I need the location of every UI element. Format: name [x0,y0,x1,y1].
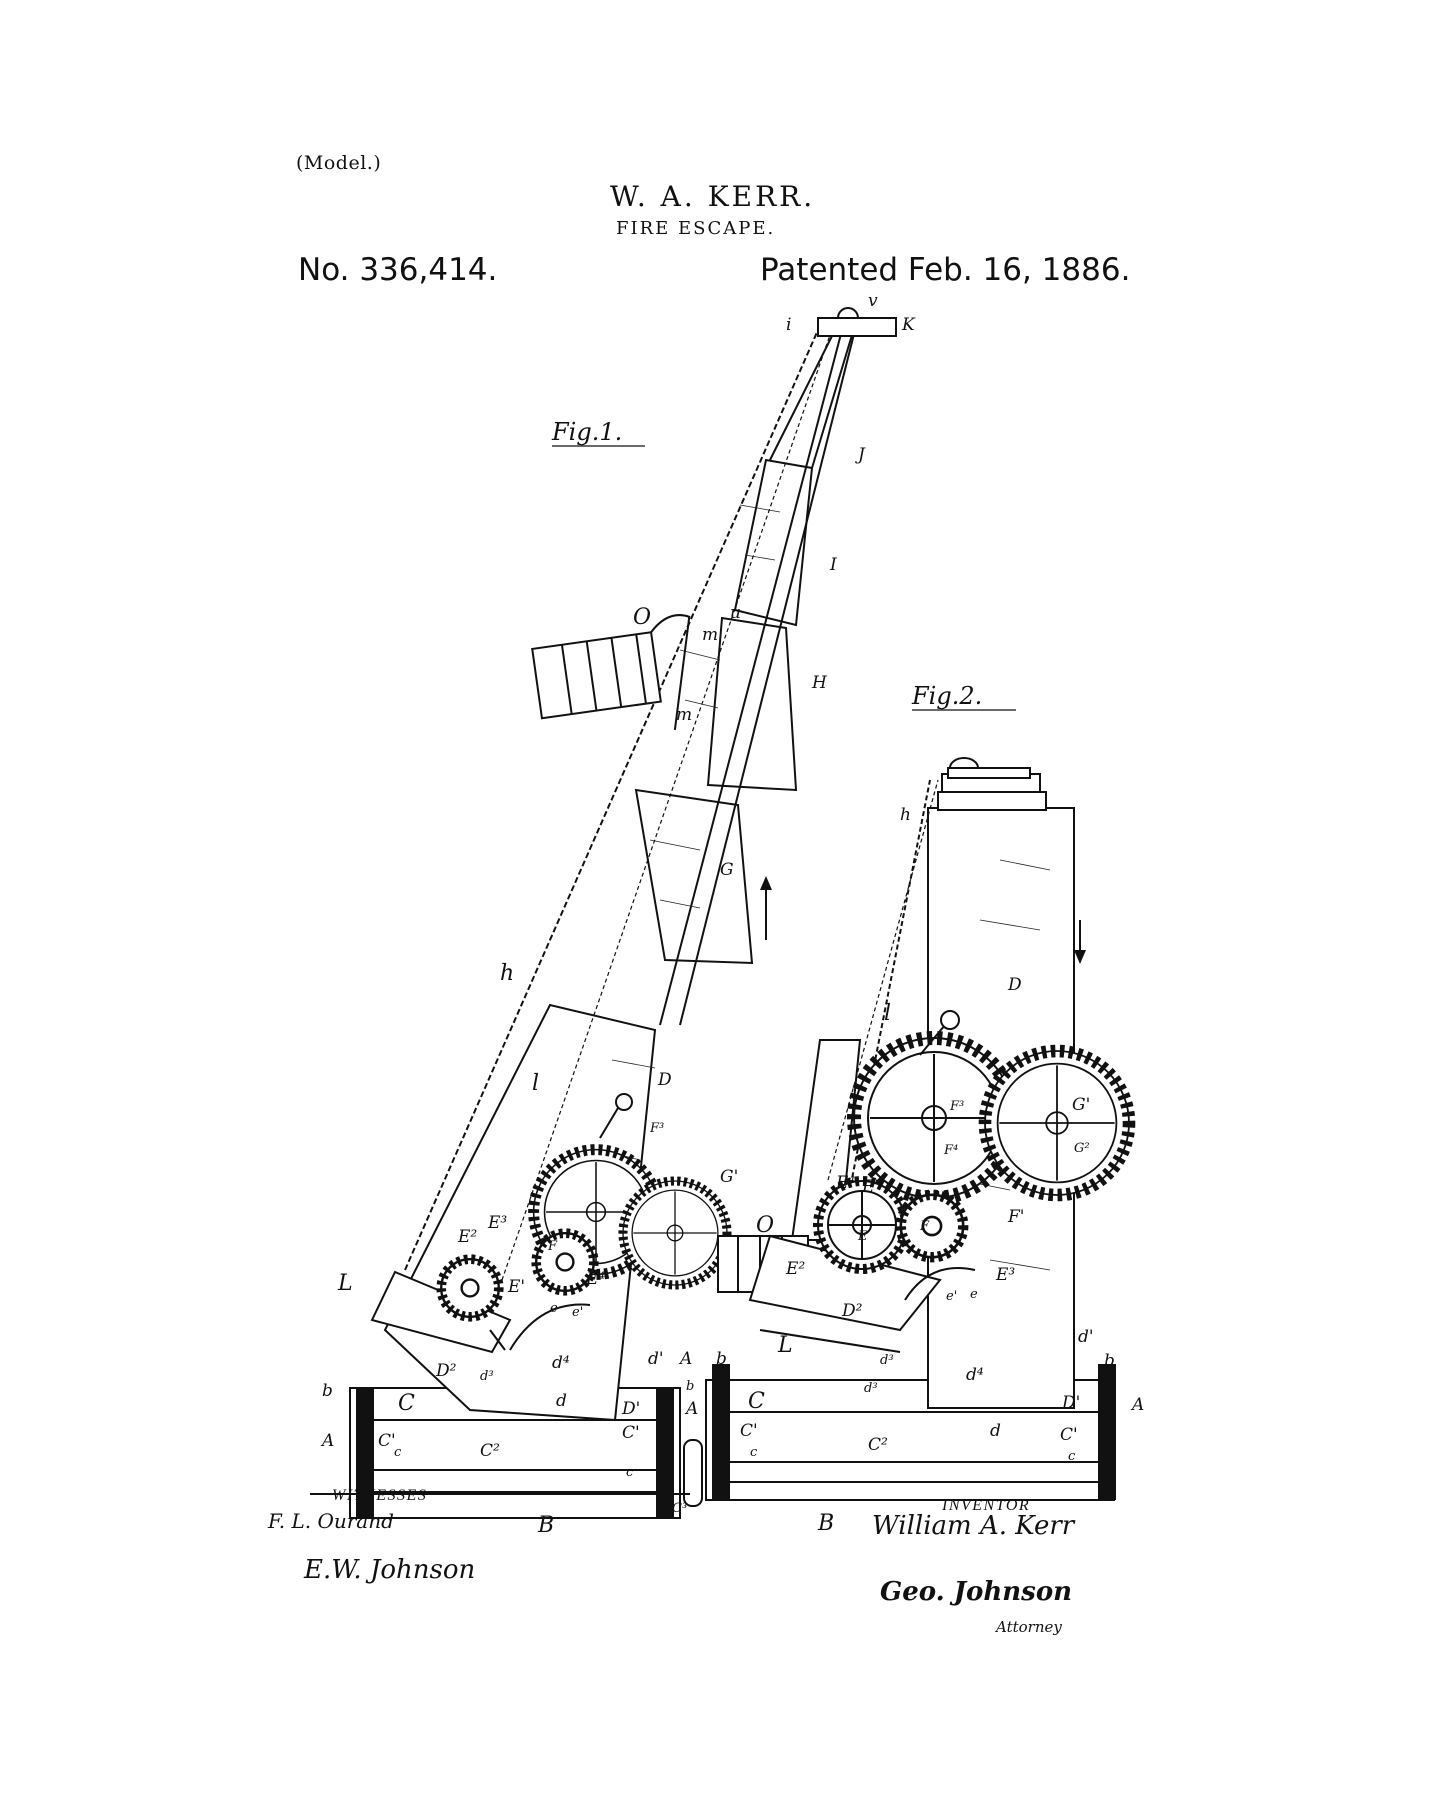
f2-label-e1: e' [946,1289,958,1304]
f2-label-E3: E³ [996,1265,1016,1285]
f2-label-C1a: C' [740,1421,758,1441]
label-G: G [720,860,734,880]
label-F: F [548,1239,558,1254]
f2-label-F: F [920,1219,930,1234]
inventor-signature: William A. Kerr [872,1511,1075,1541]
label-C: C [398,1391,415,1416]
label-e1: e' [572,1305,584,1320]
witness-block [267,1487,475,1585]
f2-label-F3: F³ [950,1099,965,1114]
f2-label-b2: b [1104,1351,1115,1371]
label-i: i [786,315,792,335]
f2-label-b1: b [716,1349,727,1369]
label-l: l [532,1071,540,1096]
inventor-block [872,1497,1076,1636]
f2-label-e: e [970,1287,978,1302]
f2-label-d: d [990,1421,1001,1441]
f2-label-E4: E⁴ [836,1173,856,1193]
fig1-label: Fig.1. [552,418,623,446]
f2-label-d4: d⁴ [966,1365,984,1385]
label-D: D [658,1070,672,1090]
label-d4: d⁴ [552,1353,570,1373]
label-C3: C³ [672,1501,688,1516]
label-E2: E² [458,1227,478,1247]
label-D2: D² [436,1361,457,1381]
label-c2: c [626,1465,634,1480]
model-note: (Model.) [296,152,382,174]
f2-label-D: D [1008,975,1022,995]
f2-label-F1: F' [1008,1207,1025,1227]
figure-1 [310,291,916,1538]
label-C1: C' [378,1431,396,1451]
label-H: H [812,673,827,693]
label-D1: D' [622,1399,641,1419]
label-O: O [633,605,652,630]
label-d1: d' [648,1349,664,1369]
label-C1b: C' [622,1423,640,1443]
f2-label-d3a: d³ [880,1353,894,1368]
invention-title: FIRE ESCAPE. [616,218,776,239]
label-L: L [338,1271,353,1296]
label-m1: m [702,625,719,645]
f2-label-d3b: d³ [864,1381,878,1396]
label-e: e [550,1301,558,1316]
f2-label-D2: D² [842,1301,863,1321]
label-A2: A [686,1399,699,1419]
witness-1-signature: F. L. Ourand [268,1509,394,1533]
f2-label-c2: c [1068,1449,1076,1464]
f2-label-l: l [884,1001,892,1026]
figure-2 [706,682,1144,1536]
f2-label-D1: D' [1062,1393,1081,1413]
fig2-label: Fig.2. [912,682,983,710]
f2-label-E1: E' [862,1177,880,1197]
label-J: J [858,445,865,465]
f2-label-O: O [756,1213,775,1238]
label-h: h [500,961,515,986]
f2-label-F4: F⁴ [944,1143,959,1158]
attorney-label: Attorney [996,1618,1062,1636]
label-b2: b [322,1381,333,1401]
label-b1: b [686,1379,695,1394]
label-B1: B [538,1513,555,1538]
label-v: v [868,291,878,311]
patent-number: No. 336,414. [298,252,498,288]
label-E3: E³ [488,1213,508,1233]
label-K: K [902,315,915,335]
f2-label-h: h [900,805,911,825]
f2-label-L: L [778,1333,793,1358]
inventor-name: W. A. KERR. [610,180,816,213]
fig1-basket [530,613,704,747]
label-E1: E' [508,1277,526,1297]
patent-date: Patented Feb. 16, 1886. [760,252,1131,288]
f2-label-A: A [1132,1395,1145,1415]
label-F3: F³ [650,1121,665,1136]
label-C2: C² [480,1441,500,1461]
label-c1: c [394,1445,402,1460]
label-I: I [830,555,837,575]
inventor-heading: INVENTOR [942,1497,1031,1514]
label-A3: A [322,1431,335,1451]
witness-2-signature: E.W. Johnson [304,1555,476,1585]
f2-label-C2: C² [868,1435,888,1455]
f2-label-E: E [858,1229,868,1244]
label-E4: E⁴ [586,1269,606,1289]
label-d3: d³ [480,1369,494,1384]
f2-label-c1: c [750,1445,758,1460]
label-m2: m [676,705,693,725]
f2-label-E2: E² [786,1259,806,1279]
fig1-section-G [636,790,752,963]
f2-label-d1: d' [1078,1327,1094,1347]
f2-label-C1b: C' [1060,1425,1078,1445]
f2-label-G1: G' [1072,1095,1091,1115]
f2-label-C: C [748,1389,765,1414]
label-u: u [730,603,741,623]
fig1-section-H [708,618,796,790]
label-d: d [556,1391,567,1411]
attorney-signature: Geo. Johnson [880,1577,1073,1607]
witnesses-heading: WITNESSES [332,1487,428,1504]
label-G1: G' [720,1167,739,1187]
fig1-top-head [818,318,896,336]
label-A1: A [680,1349,693,1369]
f2-label-G2: G² [1074,1141,1090,1156]
f2-label-B: B [818,1511,835,1536]
